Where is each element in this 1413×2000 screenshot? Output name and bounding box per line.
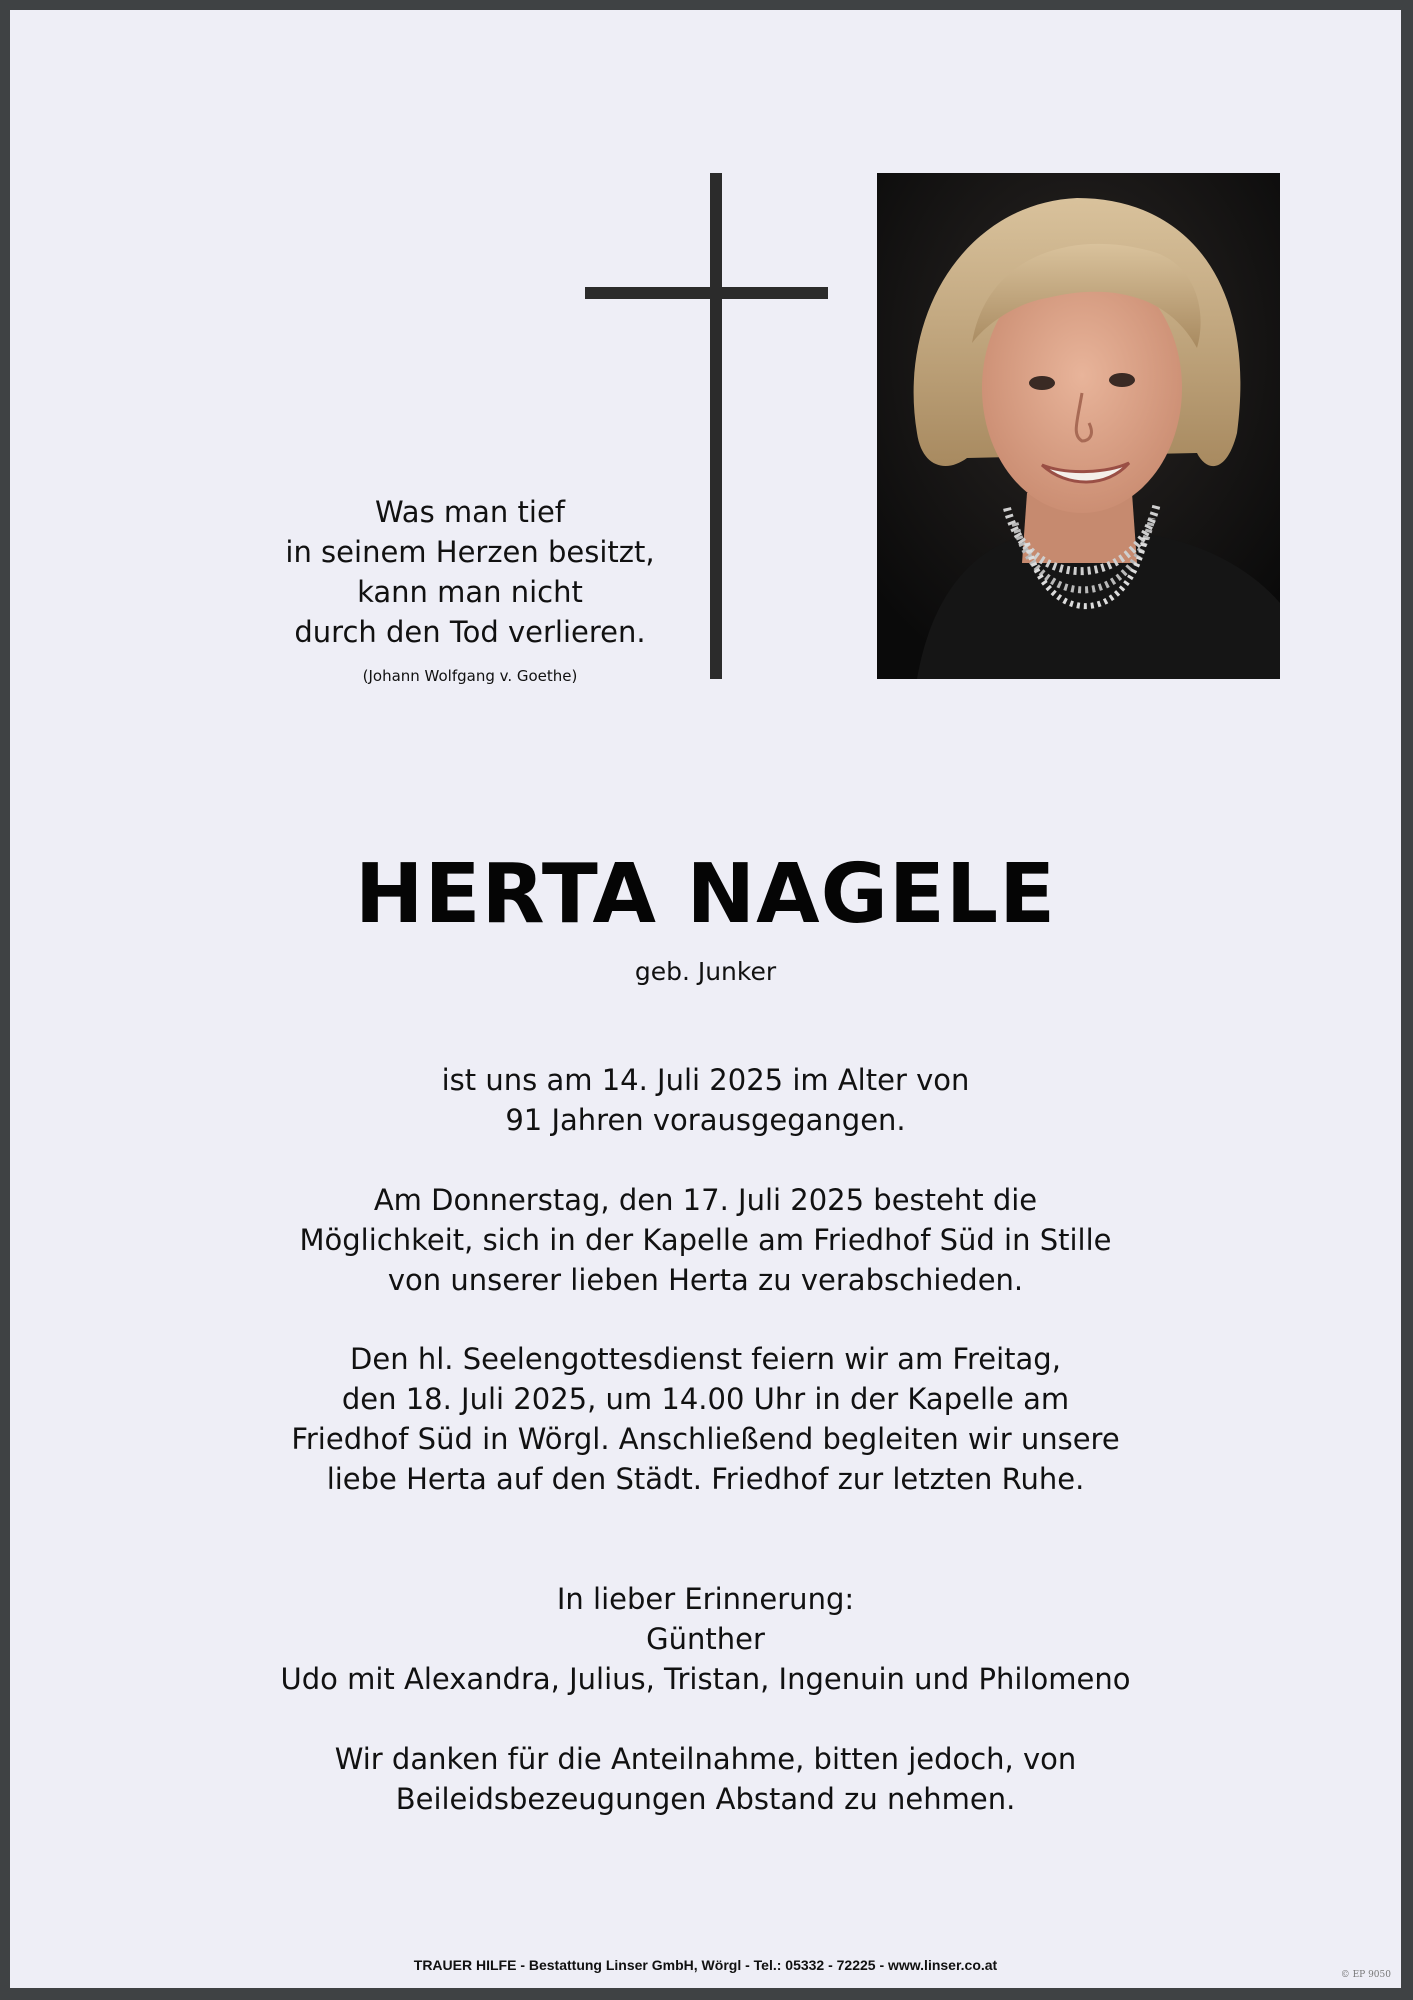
- text-line: ist uns am 14. Juli 2025 im Alter von: [441, 1063, 970, 1097]
- quote: [240, 492, 700, 652]
- quote-line: Was man tief: [374, 495, 565, 529]
- portrait-photo: [877, 173, 1280, 679]
- footer-contact: TRAUER HILFE - Bestattung Linser GmbH, Wörgl - Tel.: 05332 - 72225 - www.linser.co.at: [413, 1957, 998, 1973]
- text-line: von unserer lieben Herta zu verabschieden.: [387, 1263, 1024, 1297]
- cross-icon-bar: [585, 287, 828, 299]
- print-code: © EP 9050: [1340, 1970, 1391, 1980]
- text-line: In lieber Erinnerung:: [556, 1582, 855, 1616]
- text-line: Beileidsbezeugungen Abstand zu nehmen.: [395, 1782, 1016, 1816]
- death-notice: [10, 1060, 1401, 1140]
- thanks-notice: [10, 1739, 1401, 1819]
- deceased-name: HERTA NAGELE: [354, 847, 1057, 942]
- obituary-sheet: [10, 10, 1401, 1988]
- cross-icon: [710, 173, 722, 679]
- quote-line: kann man nicht: [357, 575, 583, 609]
- text-line: Am Donnerstag, den 17. Juli 2025 besteht die: [373, 1183, 1038, 1217]
- text-line: Udo mit Alexandra, Julius, Tristan, Ingenuin und Philomeno: [280, 1662, 1131, 1696]
- farewell-notice: [10, 1180, 1401, 1300]
- quote-line: durch den Tod verlieren.: [294, 615, 646, 649]
- text-line: liebe Herta auf den Städt. Friedhof zur letzten Ruhe.: [326, 1462, 1085, 1496]
- portrait-image: [877, 173, 1280, 679]
- text-line: Möglichkeit, sich in der Kapelle am Friedhof Süd in Stille: [299, 1223, 1112, 1257]
- quote-line: in seinem Herzen besitzt,: [285, 535, 655, 569]
- quote-source: (Johann Wolfgang v. Goethe): [362, 667, 578, 685]
- maiden-name: geb. Junker: [634, 957, 777, 986]
- text-line: Günther: [646, 1622, 765, 1656]
- text-line: den 18. Juli 2025, um 14.00 Uhr in der Kapelle am: [341, 1382, 1070, 1416]
- text-line: 91 Jahren vorausgegangen.: [505, 1103, 906, 1137]
- text-line: Wir danken für die Anteilnahme, bitten jedoch, von: [334, 1742, 1077, 1776]
- text-line: Friedhof Süd in Wörgl. Anschließend begleiten wir unsere: [291, 1422, 1120, 1456]
- service-notice: [10, 1339, 1401, 1499]
- mourners: [10, 1579, 1401, 1699]
- text-line: Den hl. Seelengottesdienst feiern wir am Freitag,: [350, 1342, 1061, 1376]
